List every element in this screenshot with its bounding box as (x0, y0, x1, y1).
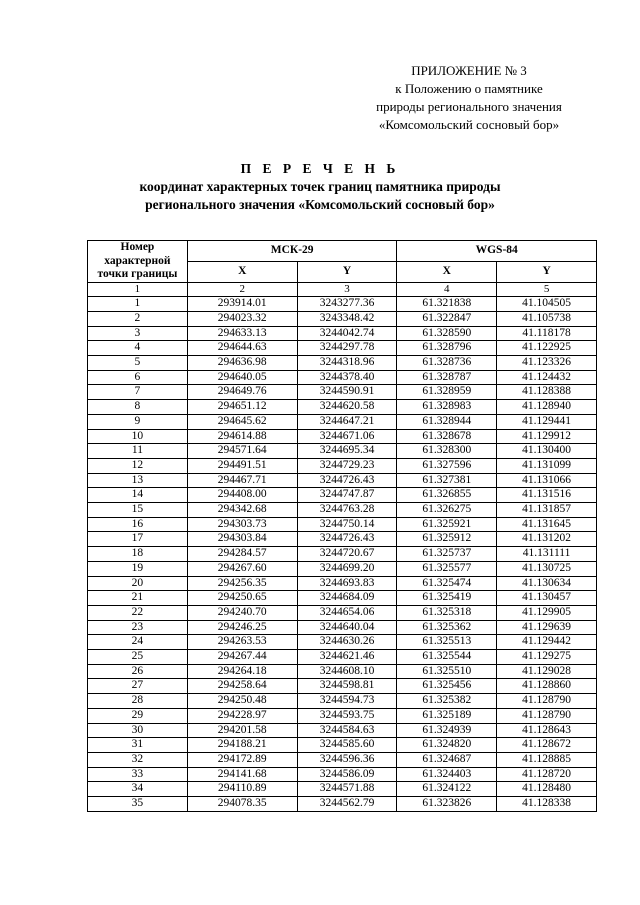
cell-wgs-x: 61.328944 (397, 414, 497, 429)
appendix-line-4: «Комсомольский сосновый бор» (378, 117, 560, 132)
appendix-header (354, 62, 584, 134)
cell-wgs-x: 61.325456 (397, 679, 497, 694)
cell-msk-y: 3244750.14 (297, 517, 397, 532)
table-row (88, 326, 597, 341)
cell-point-number: 18 (88, 547, 188, 562)
cell-wgs-x: 61.328678 (397, 429, 497, 444)
cell-msk-y: 3244620.58 (297, 400, 397, 415)
cell-wgs-y: 41.131516 (497, 488, 597, 503)
table-row (88, 385, 597, 400)
table-row (88, 341, 597, 356)
cell-wgs-y: 41.130400 (497, 444, 597, 459)
column-index: 3 (297, 282, 397, 297)
table-row (88, 797, 597, 812)
cell-wgs-y: 41.128790 (497, 708, 597, 723)
cell-msk-y: 3244378.40 (297, 370, 397, 385)
cell-wgs-x: 61.328590 (397, 326, 497, 341)
cell-point-number: 24 (88, 635, 188, 650)
cell-wgs-y: 41.130457 (497, 591, 597, 606)
cell-msk-y: 3244608.10 (297, 664, 397, 679)
cell-wgs-y: 41.131099 (497, 458, 597, 473)
table-row (88, 694, 597, 709)
cell-msk-y: 3243348.42 (297, 311, 397, 326)
table-row (88, 297, 597, 312)
table-row (88, 767, 597, 782)
cell-wgs-x: 61.328796 (397, 341, 497, 356)
cell-point-number: 27 (88, 679, 188, 694)
table-row (88, 605, 597, 620)
cell-msk-x: 294240.70 (187, 605, 297, 620)
table-row (88, 429, 597, 444)
cell-msk-y: 3244654.06 (297, 605, 397, 620)
cell-point-number: 12 (88, 458, 188, 473)
cell-msk-y: 3244726.43 (297, 473, 397, 488)
cell-wgs-y: 41.129905 (497, 605, 597, 620)
header-wgs-x: X (397, 261, 497, 282)
cell-msk-x: 294636.98 (187, 356, 297, 371)
cell-point-number: 16 (88, 517, 188, 532)
cell-wgs-y: 41.128643 (497, 723, 597, 738)
header-msk-x: X (187, 261, 297, 282)
cell-point-number: 28 (88, 694, 188, 709)
cell-msk-y: 3244729.23 (297, 458, 397, 473)
coordinates-rows (88, 297, 597, 812)
table-row (88, 576, 597, 591)
table-row (88, 444, 597, 459)
cell-wgs-y: 41.128885 (497, 753, 597, 768)
cell-msk-y: 3244590.91 (297, 385, 397, 400)
appendix-title: ПРИЛОЖЕНИЕ № 3 (411, 63, 527, 78)
cell-wgs-x: 61.325510 (397, 664, 497, 679)
cell-msk-x: 294491.51 (187, 458, 297, 473)
cell-wgs-y: 41.128338 (497, 797, 597, 812)
cell-msk-x: 294614.88 (187, 429, 297, 444)
cell-msk-x: 294303.84 (187, 532, 297, 547)
table-row (88, 532, 597, 547)
table-row (88, 708, 597, 723)
header-wgs84: WGS-84 (397, 241, 597, 262)
cell-wgs-y: 41.128860 (497, 679, 597, 694)
cell-msk-y: 3244042.74 (297, 326, 397, 341)
cell-wgs-x: 61.325382 (397, 694, 497, 709)
cell-wgs-x: 61.324687 (397, 753, 497, 768)
cell-wgs-x: 61.325362 (397, 620, 497, 635)
cell-wgs-y: 41.129442 (497, 635, 597, 650)
cell-point-number: 21 (88, 591, 188, 606)
table-row (88, 679, 597, 694)
cell-msk-x: 294640.05 (187, 370, 297, 385)
table-row (88, 370, 597, 385)
cell-wgs-y: 41.123326 (497, 356, 597, 371)
cell-wgs-y: 41.104505 (497, 297, 597, 312)
cell-msk-x: 294303.73 (187, 517, 297, 532)
cell-point-number: 35 (88, 797, 188, 812)
cell-wgs-y: 41.130725 (497, 561, 597, 576)
cell-msk-x: 294256.35 (187, 576, 297, 591)
table-row (88, 488, 597, 503)
cell-point-number: 20 (88, 576, 188, 591)
cell-wgs-x: 61.327596 (397, 458, 497, 473)
cell-wgs-x: 61.328736 (397, 356, 497, 371)
cell-wgs-y: 41.131066 (497, 473, 597, 488)
cell-msk-x: 293914.01 (187, 297, 297, 312)
cell-point-number: 23 (88, 620, 188, 635)
cell-msk-y: 3244671.06 (297, 429, 397, 444)
cell-msk-y: 3244297.78 (297, 341, 397, 356)
column-index: 4 (397, 282, 497, 297)
cell-wgs-y: 41.131111 (497, 547, 597, 562)
table-row (88, 635, 597, 650)
table-row (88, 782, 597, 797)
column-index: 5 (497, 282, 597, 297)
cell-wgs-x: 61.326275 (397, 503, 497, 518)
cell-wgs-y: 41.129441 (497, 414, 597, 429)
cell-wgs-x: 61.324820 (397, 738, 497, 753)
cell-wgs-x: 61.327381 (397, 473, 497, 488)
cell-wgs-x: 61.322847 (397, 311, 497, 326)
cell-msk-y: 3244318.96 (297, 356, 397, 371)
cell-wgs-x: 61.328983 (397, 400, 497, 415)
cell-msk-x: 294228.97 (187, 708, 297, 723)
table-row (88, 473, 597, 488)
document-heading (0, 160, 640, 214)
cell-msk-x: 294633.13 (187, 326, 297, 341)
cell-point-number: 8 (88, 400, 188, 415)
cell-msk-x: 294267.60 (187, 561, 297, 576)
cell-msk-x: 294078.35 (187, 797, 297, 812)
header-msk-y: Y (297, 261, 397, 282)
cell-msk-x: 294250.48 (187, 694, 297, 709)
cell-wgs-x: 61.325544 (397, 650, 497, 665)
cell-point-number: 7 (88, 385, 188, 400)
cell-msk-x: 294467.71 (187, 473, 297, 488)
cell-wgs-x: 61.325912 (397, 532, 497, 547)
appendix-line-2: к Положению о памятнике (395, 81, 543, 96)
cell-point-number: 10 (88, 429, 188, 444)
table-row (88, 458, 597, 473)
cell-msk-y: 3244621.46 (297, 650, 397, 665)
cell-point-number: 19 (88, 561, 188, 576)
cell-msk-x: 294141.68 (187, 767, 297, 782)
cell-wgs-x: 61.328959 (397, 385, 497, 400)
cell-msk-x: 294264.18 (187, 664, 297, 679)
document-subtitle-2: регионального значения «Комсомольский сосновый бор» (145, 197, 495, 212)
cell-msk-x: 294201.58 (187, 723, 297, 738)
cell-msk-y: 3243277.36 (297, 297, 397, 312)
cell-wgs-x: 61.325189 (397, 708, 497, 723)
cell-wgs-x: 61.325921 (397, 517, 497, 532)
cell-msk-x: 294284.57 (187, 547, 297, 562)
cell-wgs-x: 61.325577 (397, 561, 497, 576)
appendix-line-3: природы регионального значения (376, 99, 562, 114)
cell-wgs-y: 41.128672 (497, 738, 597, 753)
cell-wgs-y: 41.128790 (497, 694, 597, 709)
cell-point-number: 9 (88, 414, 188, 429)
cell-wgs-x: 61.325474 (397, 576, 497, 591)
cell-point-number: 4 (88, 341, 188, 356)
cell-point-number: 14 (88, 488, 188, 503)
cell-wgs-x: 61.325513 (397, 635, 497, 650)
cell-point-number: 15 (88, 503, 188, 518)
cell-msk-y: 3244585.60 (297, 738, 397, 753)
cell-wgs-x: 61.321838 (397, 297, 497, 312)
cell-msk-y: 3244693.83 (297, 576, 397, 591)
table-row (88, 547, 597, 562)
cell-wgs-y: 41.129639 (497, 620, 597, 635)
cell-msk-x: 294644.63 (187, 341, 297, 356)
table-row (88, 723, 597, 738)
header-point-number: Номер характерной точки границы (88, 241, 188, 283)
cell-msk-x: 294267.44 (187, 650, 297, 665)
cell-msk-x: 294023.32 (187, 311, 297, 326)
table-row (88, 664, 597, 679)
cell-msk-x: 294645.62 (187, 414, 297, 429)
cell-wgs-x: 61.324403 (397, 767, 497, 782)
cell-msk-y: 3244598.81 (297, 679, 397, 694)
cell-point-number: 17 (88, 532, 188, 547)
cell-wgs-x: 61.326855 (397, 488, 497, 503)
cell-wgs-y: 41.128480 (497, 782, 597, 797)
table-row (88, 591, 597, 606)
cell-wgs-y: 41.130634 (497, 576, 597, 591)
table-row (88, 311, 597, 326)
cell-point-number: 11 (88, 444, 188, 459)
cell-wgs-y: 41.118178 (497, 326, 597, 341)
cell-wgs-y: 41.128720 (497, 767, 597, 782)
cell-point-number: 31 (88, 738, 188, 753)
column-index: 2 (187, 282, 297, 297)
cell-wgs-x: 61.328300 (397, 444, 497, 459)
cell-msk-x: 294649.76 (187, 385, 297, 400)
cell-msk-x: 294250.65 (187, 591, 297, 606)
cell-point-number: 34 (88, 782, 188, 797)
cell-wgs-y: 41.131857 (497, 503, 597, 518)
table-row (88, 400, 597, 415)
table-row (88, 650, 597, 665)
cell-msk-y: 3244699.20 (297, 561, 397, 576)
cell-wgs-x: 61.323826 (397, 797, 497, 812)
cell-wgs-x: 61.325318 (397, 605, 497, 620)
cell-wgs-x: 61.325737 (397, 547, 497, 562)
table-row (88, 503, 597, 518)
cell-msk-x: 294342.68 (187, 503, 297, 518)
cell-wgs-y: 41.128940 (497, 400, 597, 415)
cell-point-number: 32 (88, 753, 188, 768)
cell-point-number: 30 (88, 723, 188, 738)
cell-point-number: 3 (88, 326, 188, 341)
coordinates-table (87, 240, 597, 812)
table-row (88, 561, 597, 576)
document-subtitle-1: координат характерных точек границ памятника природы (139, 179, 501, 194)
cell-msk-y: 3244562.79 (297, 797, 397, 812)
cell-msk-y: 3244594.73 (297, 694, 397, 709)
cell-msk-y: 3244593.75 (297, 708, 397, 723)
table-row (88, 620, 597, 635)
column-index: 1 (88, 282, 188, 297)
table-row (88, 414, 597, 429)
cell-msk-y: 3244584.63 (297, 723, 397, 738)
cell-point-number: 33 (88, 767, 188, 782)
cell-point-number: 13 (88, 473, 188, 488)
cell-point-number: 26 (88, 664, 188, 679)
header-msk29: МСК-29 (187, 241, 397, 262)
cell-wgs-x: 61.324939 (397, 723, 497, 738)
cell-wgs-y: 41.122925 (497, 341, 597, 356)
cell-point-number: 25 (88, 650, 188, 665)
cell-msk-y: 3244763.28 (297, 503, 397, 518)
cell-wgs-y: 41.131645 (497, 517, 597, 532)
cell-wgs-y: 41.129275 (497, 650, 597, 665)
document-title: П Е Р Е Ч Е Н Ь (240, 161, 400, 176)
cell-wgs-y: 41.105738 (497, 311, 597, 326)
cell-point-number: 29 (88, 708, 188, 723)
cell-msk-y: 3244571.88 (297, 782, 397, 797)
cell-msk-x: 294188.21 (187, 738, 297, 753)
cell-msk-x: 294246.25 (187, 620, 297, 635)
cell-wgs-y: 41.128388 (497, 385, 597, 400)
cell-msk-x: 294571.64 (187, 444, 297, 459)
cell-msk-x: 294258.64 (187, 679, 297, 694)
cell-wgs-y: 41.129912 (497, 429, 597, 444)
cell-msk-y: 3244695.34 (297, 444, 397, 459)
cell-wgs-x: 61.328787 (397, 370, 497, 385)
cell-msk-y: 3244726.43 (297, 532, 397, 547)
table-row (88, 517, 597, 532)
cell-wgs-y: 41.131202 (497, 532, 597, 547)
table-row (88, 356, 597, 371)
cell-msk-y: 3244647.21 (297, 414, 397, 429)
cell-point-number: 6 (88, 370, 188, 385)
cell-msk-x: 294408.00 (187, 488, 297, 503)
cell-point-number: 5 (88, 356, 188, 371)
cell-msk-x: 294110.89 (187, 782, 297, 797)
cell-wgs-y: 41.129028 (497, 664, 597, 679)
cell-msk-y: 3244586.09 (297, 767, 397, 782)
cell-msk-y: 3244684.09 (297, 591, 397, 606)
cell-wgs-x: 61.324122 (397, 782, 497, 797)
cell-wgs-y: 41.124432 (497, 370, 597, 385)
table-row (88, 738, 597, 753)
cell-msk-y: 3244630.26 (297, 635, 397, 650)
cell-point-number: 2 (88, 311, 188, 326)
cell-msk-y: 3244720.67 (297, 547, 397, 562)
cell-msk-x: 294263.53 (187, 635, 297, 650)
cell-point-number: 22 (88, 605, 188, 620)
cell-msk-y: 3244640.04 (297, 620, 397, 635)
cell-msk-y: 3244747.87 (297, 488, 397, 503)
header-wgs-y: Y (497, 261, 597, 282)
cell-msk-x: 294651.12 (187, 400, 297, 415)
cell-msk-x: 294172.89 (187, 753, 297, 768)
table-row (88, 753, 597, 768)
cell-msk-y: 3244596.36 (297, 753, 397, 768)
cell-wgs-x: 61.325419 (397, 591, 497, 606)
cell-point-number: 1 (88, 297, 188, 312)
